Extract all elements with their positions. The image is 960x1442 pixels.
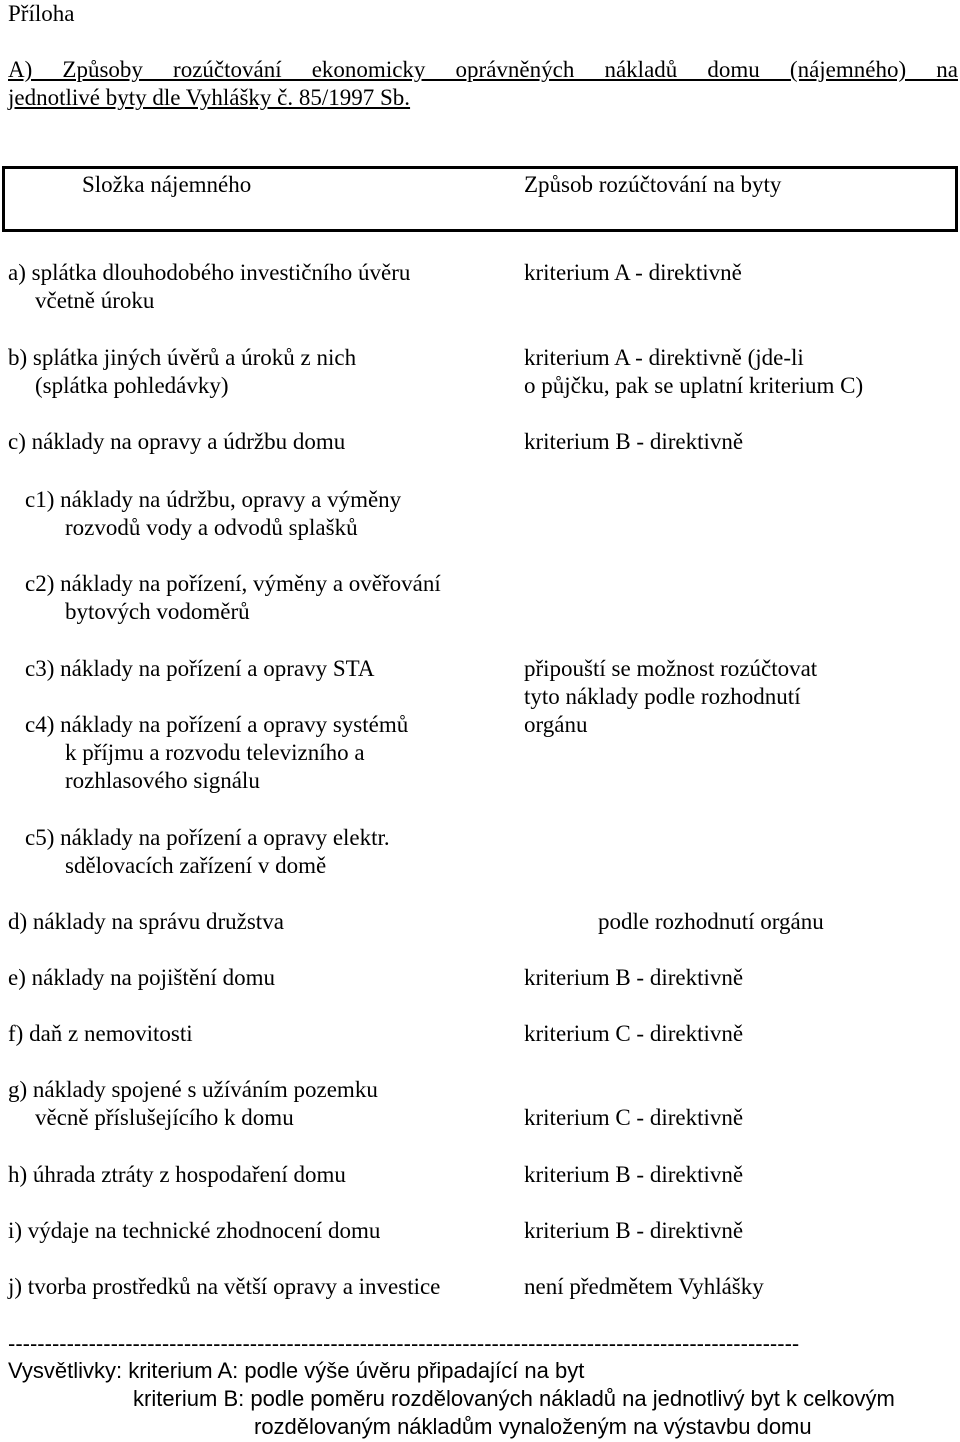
notes-line-2: kriterium B: podle poměru rozdělovaných nákladů na jednotlivý byt k celkovým bbox=[133, 1386, 895, 1411]
notes-line-1: Vysvětlivky: kriterium A: podle výše úvěru připadající na byt bbox=[8, 1358, 585, 1383]
row-f-component-line: f) daň z nemovitosti bbox=[8, 1021, 193, 1046]
row-c3-method-line: orgánu bbox=[524, 712, 588, 737]
row-j-method bbox=[524, 1273, 764, 1301]
row-h-component-line: h) úhrada ztráty z hospodaření domu bbox=[8, 1162, 346, 1187]
row-i-method bbox=[524, 1217, 743, 1245]
heading-line-2: jednotlivé byty dle Vyhlášky č. 85/1997 Sb. bbox=[8, 85, 411, 110]
row-a-method-line: kriterium A - direktivně bbox=[524, 260, 742, 285]
row-f-method-line: kriterium C - direktivně bbox=[524, 1021, 744, 1046]
row-g-method bbox=[524, 1104, 743, 1132]
row-j-method-line: není předmětem Vyhlášky bbox=[524, 1274, 764, 1299]
row-g-component bbox=[8, 1076, 378, 1132]
row-g-component-line: věcně příslušejícího k domu bbox=[35, 1105, 294, 1130]
row-e-component bbox=[8, 964, 275, 992]
row-a-component-line: včetně úroku bbox=[35, 288, 155, 313]
row-c-component-line: c) náklady na opravy a údržbu domu bbox=[8, 429, 346, 454]
row-c3-method bbox=[524, 655, 817, 739]
row-d-component-line: d) náklady na správu družstva bbox=[8, 909, 284, 934]
heading-line-1: A) Způsoby rozúčtování ekonomicky oprávněných nákladů domu (nájemného) na bbox=[8, 57, 958, 82]
row-c2-component-line: c2) náklady na pořízení, výměny a ověřování bbox=[25, 571, 441, 596]
row-c3-method-line: tyto náklady podle rozhodnutí bbox=[524, 684, 801, 709]
row-b-method-line: kriterium A - direktivně (jde-li bbox=[524, 345, 804, 370]
row-c-method bbox=[524, 428, 743, 456]
row-c2-component-line: bytových vodoměrů bbox=[65, 599, 250, 624]
row-g-component-line: g) náklady spojené s užíváním pozemku bbox=[8, 1077, 378, 1102]
row-i-component bbox=[8, 1217, 380, 1245]
row-c5-component-line: sdělovacích zařízení v domě bbox=[65, 853, 327, 878]
row-a-component-line: a) splátka dlouhodobého investičního úvěru bbox=[8, 260, 411, 285]
column-header-method: Způsob rozúčtování na byty bbox=[524, 172, 782, 197]
row-e-method-line: kriterium B - direktivně bbox=[524, 965, 744, 990]
row-f-component bbox=[8, 1020, 193, 1048]
notes-line-3: rozdělovaným nákladům vynaloženým na výstavbu domu bbox=[254, 1414, 812, 1439]
column-header-component: Složka nájemného bbox=[82, 172, 252, 197]
row-e-component-line: e) náklady na pojištění domu bbox=[8, 965, 275, 990]
row-j-component bbox=[8, 1273, 440, 1301]
explanatory-notes bbox=[8, 1357, 895, 1441]
row-b-component-line: b) splátka jiných úvěrů a úroků z nich bbox=[8, 345, 357, 370]
row-g-method-line: kriterium C - direktivně bbox=[524, 1105, 744, 1130]
row-c5-component bbox=[25, 824, 390, 880]
row-c4-component-line: c4) náklady na pořízení a opravy systémů bbox=[25, 712, 409, 737]
row-c1-component bbox=[25, 486, 401, 542]
row-h-method bbox=[524, 1161, 743, 1189]
row-j-component-line: j) tvorba prostředků na větší opravy a investice bbox=[8, 1274, 441, 1299]
row-c-component bbox=[8, 428, 345, 456]
row-c4-component-line: rozhlasového signálu bbox=[65, 768, 260, 793]
row-b-method-line: o půjčku, pak se uplatní kriterium C) bbox=[524, 373, 864, 398]
row-c2-component bbox=[25, 570, 441, 626]
row-b-method bbox=[524, 344, 863, 400]
row-c5-component-line: c5) náklady na pořízení a opravy elektr. bbox=[25, 825, 390, 850]
row-c4-component-line: k příjmu a rozvodu televizního a bbox=[65, 740, 365, 765]
row-i-component-line: i) výdaje na technické zhodnocení domu bbox=[8, 1218, 381, 1243]
row-d-component bbox=[8, 908, 284, 936]
row-c1-component-line: c1) náklady na údržbu, opravy a výměny bbox=[25, 487, 402, 512]
row-c-method-line: kriterium B - direktivně bbox=[524, 429, 744, 454]
row-i-method-line: kriterium B - direktivně bbox=[524, 1218, 744, 1243]
row-d-method bbox=[598, 908, 824, 936]
row-f-method bbox=[524, 1020, 743, 1048]
row-b-component-line: (splátka pohledávky) bbox=[35, 373, 229, 398]
row-d-method-line: podle rozhodnutí orgánu bbox=[598, 909, 824, 934]
row-b-component bbox=[8, 344, 356, 400]
row-h-component bbox=[8, 1161, 346, 1189]
row-e-method bbox=[524, 964, 743, 992]
appendix-label: Příloha bbox=[8, 1, 75, 26]
row-c3-component bbox=[25, 655, 374, 683]
row-h-method-line: kriterium B - direktivně bbox=[524, 1162, 744, 1187]
row-a-method bbox=[524, 259, 742, 287]
row-c3-component-line: c3) náklady na pořízení a opravy STA bbox=[25, 656, 375, 681]
row-c3-method-line: připouští se možnost rozúčtovat bbox=[524, 656, 818, 681]
document-heading bbox=[8, 56, 958, 112]
separator-line: ------------------------------------------------------------------------------------------------------------ bbox=[8, 1331, 800, 1356]
row-a-component bbox=[8, 259, 410, 315]
row-c1-component-line: rozvodů vody a odvodů splašků bbox=[65, 515, 358, 540]
row-c4-component bbox=[25, 711, 408, 795]
